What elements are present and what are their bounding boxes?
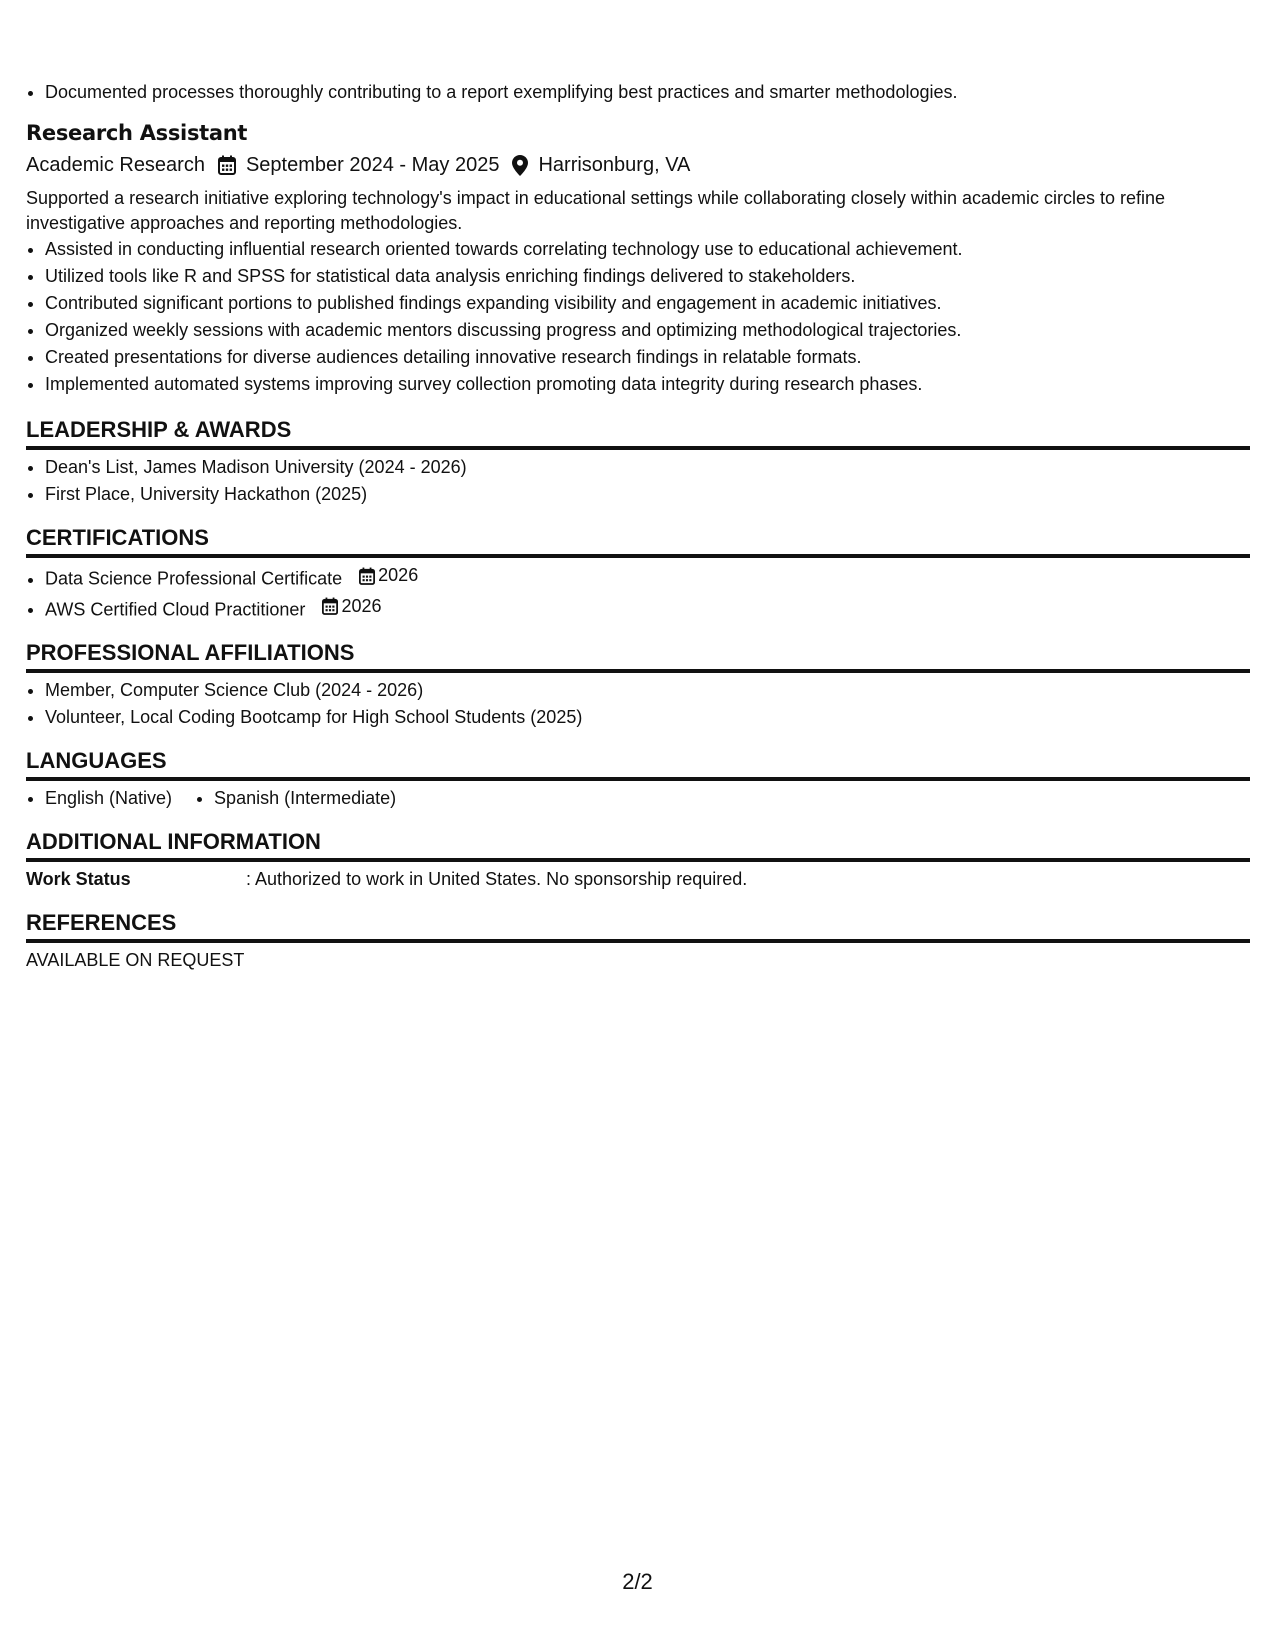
calendar-icon bbox=[218, 155, 236, 175]
list-item: • First Place, University Hackathon (2025) bbox=[45, 481, 1250, 508]
work-status-row bbox=[26, 866, 1250, 893]
job-organization: Academic Research bbox=[26, 154, 205, 176]
calendar-icon bbox=[359, 567, 375, 585]
section-heading-affiliations: PROFESSIONAL AFFILIATIONS bbox=[26, 639, 1250, 673]
job-summary: Supported a research initiative exploring technology's impact in educational settings while collaborating closely within academic circles to refine investigative approaches and reporting methodologies. bbox=[26, 188, 1166, 233]
list-item: • Volunteer, Local Coding Bootcamp for High School Students (2025) bbox=[45, 704, 1250, 731]
job-title: Research Assistant bbox=[26, 121, 248, 145]
list-item: • Organized weekly sessions with academic mentors discussing progress and optimizing methodological trajectories. bbox=[45, 317, 1250, 344]
job-meta bbox=[26, 150, 1250, 180]
certifications-list bbox=[26, 562, 1250, 623]
list-item: • Dean's List, James Madison University (2024 - 2026) bbox=[45, 454, 1250, 481]
list-item bbox=[45, 562, 1250, 593]
leadership-list bbox=[26, 454, 1250, 508]
certification-name: Data Science Professional Certificate bbox=[45, 568, 343, 589]
list-item: • Spanish (Intermediate) bbox=[214, 785, 396, 812]
list-item: • Assisted in conducting influential research oriented towards correlating technology use to educational achievement. bbox=[45, 236, 1250, 263]
list-item: • Implemented automated systems improving survey collection promoting data integrity during research phases. bbox=[45, 371, 1250, 398]
job-dates: September 2024 - May 2025 bbox=[245, 154, 500, 176]
section-heading-additional: ADDITIONAL INFORMATION bbox=[26, 828, 1250, 862]
list-item: • Utilized tools like R and SPSS for statistical data analysis enriching findings delivered to stakeholders. bbox=[45, 263, 1250, 290]
languages-list bbox=[26, 785, 1250, 812]
section-heading-references: REFERENCES bbox=[26, 909, 1250, 943]
references-text: AVAILABLE ON REQUEST bbox=[26, 950, 245, 970]
job-bullets bbox=[26, 236, 1250, 398]
resume-page bbox=[26, 0, 1250, 974]
certification-year: 2026 bbox=[341, 595, 382, 616]
certification-date bbox=[322, 593, 381, 620]
certification-year: 2026 bbox=[378, 565, 419, 585]
list-item: • Contributed significant portions to published findings expanding visibility and engagement in academic initiatives. bbox=[45, 290, 1250, 317]
list-item: • Created presentations for diverse audiences detailing innovative research findings in relatable formats. bbox=[45, 344, 1250, 371]
list-item: • Member, Computer Science Club (2024 - 2026) bbox=[45, 677, 1250, 704]
list-item: • Documented processes thoroughly contributing to a report exemplifying best practices and smarter methodologies. bbox=[45, 79, 1250, 106]
work-status-value: : Authorized to work in United States. No sponsorship required. bbox=[246, 869, 748, 889]
page-number: 2/2 bbox=[622, 1569, 653, 1594]
job-location: Harrisonburg, VA bbox=[538, 154, 691, 176]
certification-date bbox=[359, 562, 418, 589]
section-heading-leadership: LEADERSHIP & AWARDS bbox=[26, 416, 1250, 450]
experience-tail-list bbox=[26, 79, 1250, 106]
list-item: • English (Native) bbox=[45, 785, 172, 812]
calendar-icon bbox=[322, 597, 338, 615]
affiliations-list bbox=[26, 677, 1250, 731]
section-heading-languages: LANGUAGES bbox=[26, 747, 1250, 781]
map-pin-icon bbox=[512, 155, 528, 176]
section-heading-certifications: CERTIFICATIONS bbox=[26, 524, 1250, 558]
certification-name: AWS Certified Cloud Practitioner bbox=[45, 599, 306, 619]
list-item bbox=[45, 593, 1250, 624]
work-status-label: Work Status bbox=[26, 869, 131, 889]
